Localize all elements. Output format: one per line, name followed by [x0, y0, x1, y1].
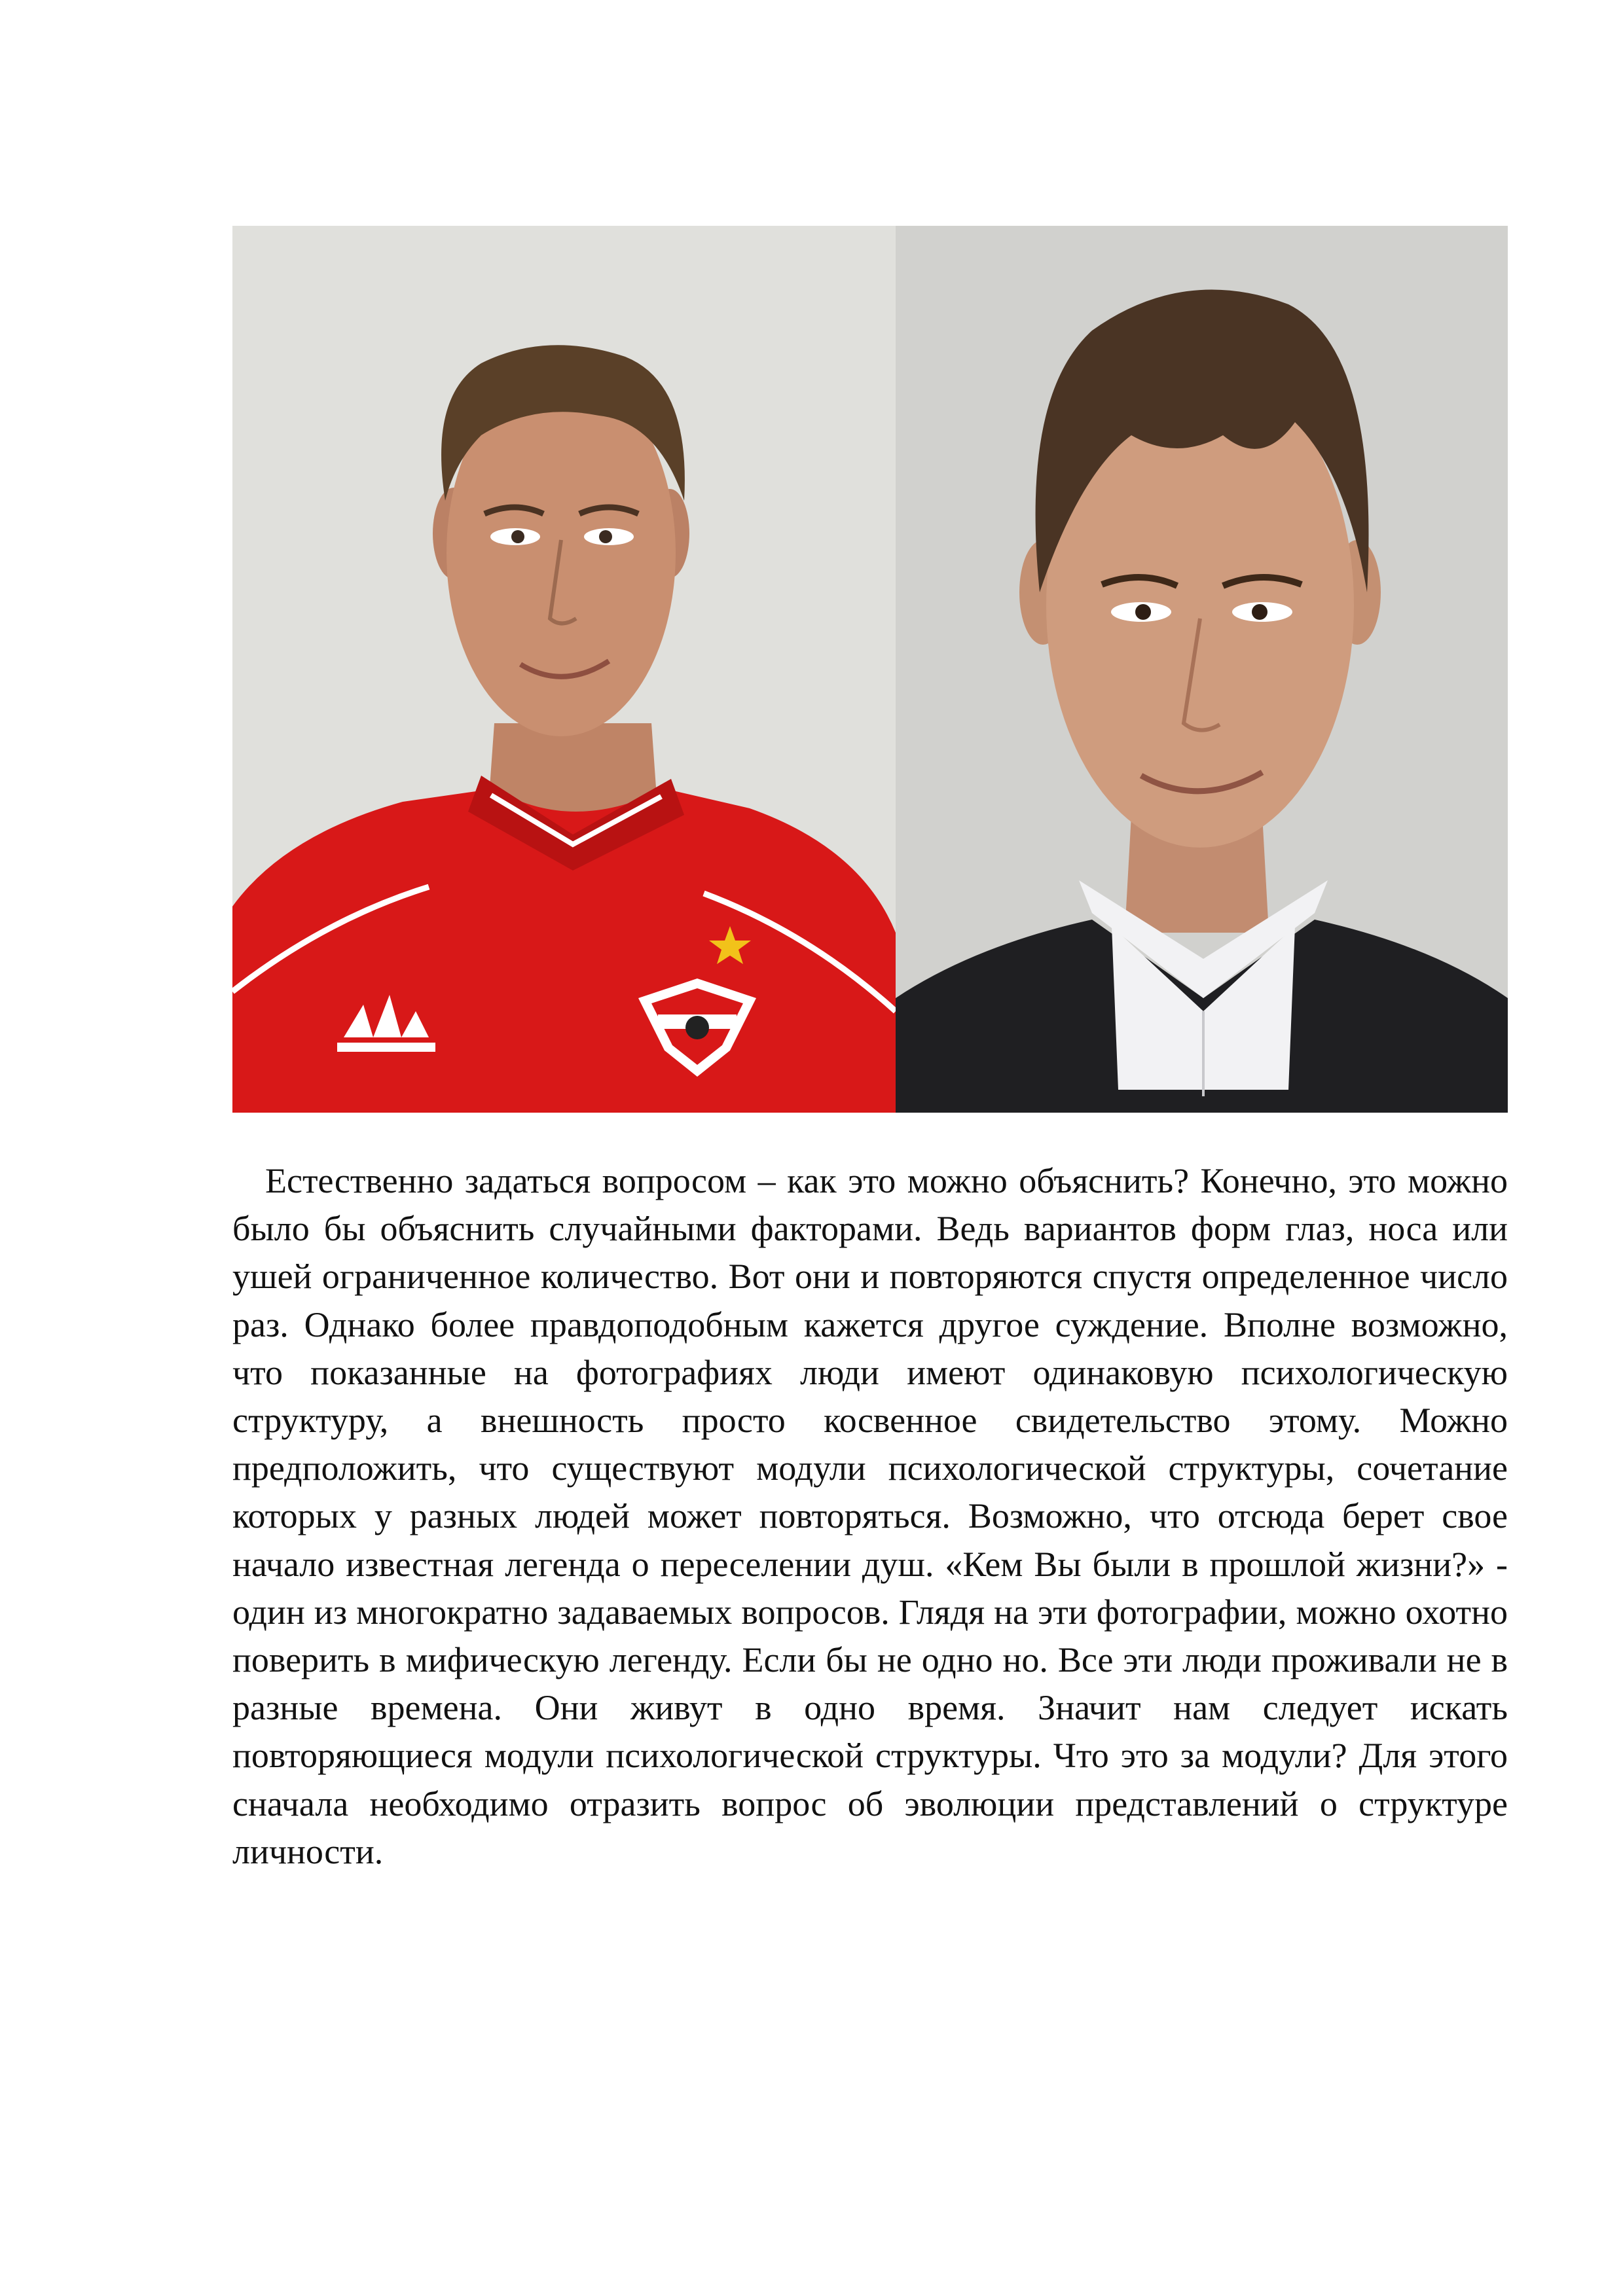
- photo-right-image: [896, 226, 1508, 1113]
- photo-left: [232, 226, 896, 1113]
- body-paragraph: Естественно задаться вопросом – как это можно объяснить? Конечно, это можно было бы объяснить случайными факторами. Ведь вариантов форм глаз, носа или ушей ограниченное количество. Вот они и повторяются спустя определенное число раз. Однако более правдоподобным кажется другое суждение. Вполне возможно, что показанные на фотографиях люди имеют одинаковую психологическую структуру, а внешность просто косвенное свидетельство этому. Можно предположить, что существуют модули психологической структуры, сочетание которых у разных людей может повторяться. Возможно, что отсюда берет свое начало известная легенда о переселении душ. «Кем Вы были в прошлой жизни?» - один из многократно задаваемых вопросов. Глядя на эти фотографии, можно охотно поверить в мифическую легенду. Если бы не одно но. Все эти люди проживали не в разные времена. Они живут в одно время. Значит нам следует искать повторяющиеся модули психологической структуры. Что это за модули? Для этого сначала необходимо отразить вопрос об эволюции представлений о структуре личности.: [232, 1161, 1508, 1871]
- photo-right: [896, 226, 1508, 1113]
- photo-left-image: [232, 226, 896, 1113]
